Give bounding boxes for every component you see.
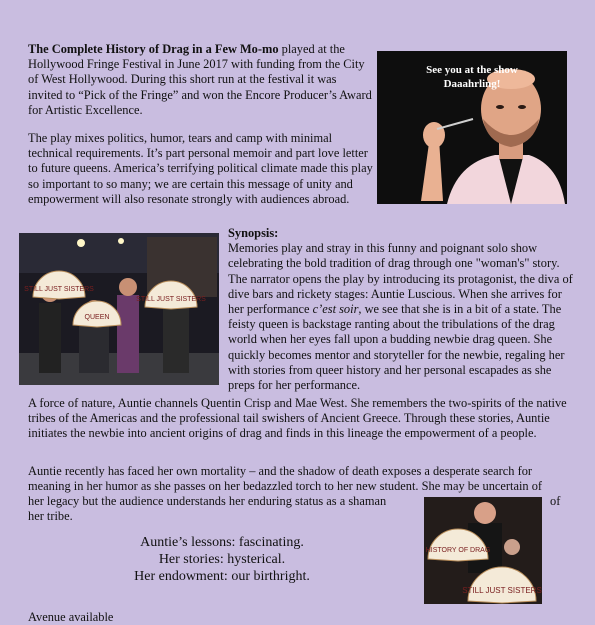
photo-caption-line-1: See you at the show bbox=[426, 64, 518, 76]
performer-photo bbox=[377, 51, 567, 204]
fan-text-sisters: STILL JUST SISTERS bbox=[462, 586, 542, 595]
intro-paragraph-1 bbox=[28, 42, 373, 118]
synopsis-text-emphasis: c’est soir bbox=[312, 302, 359, 317]
mortality-line-3: her legacy but the audience understands her enduring status as a shaman bbox=[28, 494, 387, 509]
intro-section bbox=[28, 42, 373, 207]
lessons-block bbox=[112, 534, 332, 585]
lessons-line-2: Her stories: hysterical. bbox=[158, 552, 286, 567]
fan-text-1: STILL JUST SISTERS bbox=[24, 286, 94, 293]
play-title: The Complete History of Drag in a Few Mo-mo bbox=[28, 42, 279, 56]
mortality-line-1: Auntie recently has faced her own mortality – and the shadow of death exposes a desperate search for bbox=[28, 464, 533, 478]
lessons-line-1: Auntie’s lessons: fascinating. bbox=[140, 535, 304, 550]
fan-text-3: QUEEN bbox=[84, 314, 110, 321]
group-photo-illustration bbox=[19, 233, 219, 385]
fans-photo bbox=[424, 497, 542, 604]
mortality-tribe: her tribe. bbox=[28, 509, 73, 523]
intro-paragraph-1-text: played at the Hollywood Fringe Festival in June 2017 with funding from the City of West Hollywood. During this short run at the festival it was invited to “Pick of the Fringe” and won the Encore Producer’s Award for Artistic Excellence. bbox=[28, 42, 372, 117]
paragraph-force-of-nature: A force of nature, Auntie channels Quentin Crisp and Mae West. She remembers the two-spirits of the native tribes of the Americas and the professional tail swishers of Ancient Greece. Through these stories, Auntie initiates the newbie into ancient origins of drag and finds in this lineage the empowerment of a people. bbox=[28, 396, 567, 441]
fan-text-2: STILL JUST SISTERS bbox=[136, 296, 206, 303]
lessons-line-3: Her endowment: our birthright. bbox=[134, 569, 310, 584]
synopsis-text bbox=[228, 241, 578, 393]
photo-caption bbox=[377, 63, 567, 91]
fans-photo-illustration bbox=[424, 497, 542, 604]
intro-paragraph-2: The play mixes politics, humor, tears and camp with minimal technical requirements. It’s part personal memoir and part love letter to future queens. America’s terrifying political climate made this play so important to so many; we are certain this message of unity and empowerment will also resonate strongly with audiences abroad. bbox=[28, 131, 373, 206]
photo-caption-line-2: Daaahrling! bbox=[443, 78, 501, 90]
cutoff-line: Avenue available bbox=[28, 610, 114, 624]
synopsis-heading: Synopsis: bbox=[228, 226, 279, 240]
mortality-of: of bbox=[550, 494, 561, 508]
fan-text-history: HISTORY OF DRAG bbox=[425, 547, 491, 554]
group-photo bbox=[19, 233, 219, 385]
synopsis-text-part-2: , we see that she is in a bit of a state. The feisty queen is backstage ranting about the tribulations of the drag world when her eyes fall upon a budding newbie drag queen. She quickly becomes mentor and storyteller for the newbie, regaling her with stories from queer history and her personal escapades as she preps for her performance. bbox=[228, 302, 565, 393]
synopsis-section bbox=[228, 226, 578, 393]
synopsis-text-part-1: Memories play and stray in this funny and poignant solo show celebrating the bold tradition of drag through one "woman's" story. The narrator opens the play by introducing its protagonist, the diva of dive bars and rickety stages: Auntie Luscious. When she arrives for her performance bbox=[228, 241, 573, 317]
mortality-line-2: meaning in her humor as she passes on her bedazzled torch to her new student. She may be uncertain of bbox=[28, 479, 543, 494]
